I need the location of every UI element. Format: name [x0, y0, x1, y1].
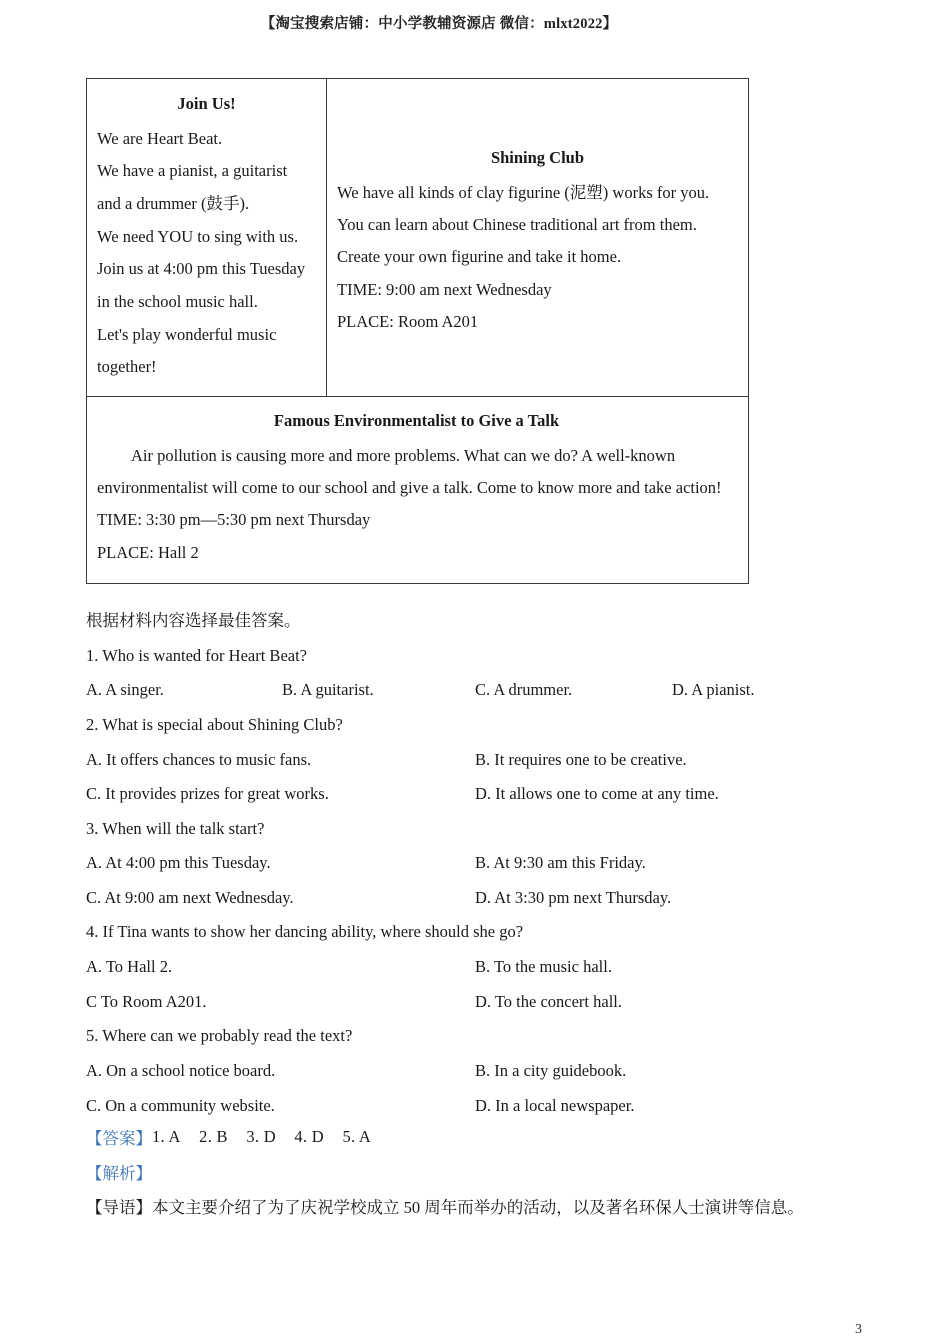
answer-line — [86, 1120, 886, 1155]
option-2-d[interactable]: D. It allows one to come at any time. — [475, 784, 719, 804]
option-3-b[interactable]: B. At 9:30 am this Friday. — [475, 853, 646, 873]
guide-tag: 【导语】 — [86, 1198, 152, 1218]
answer-item-5: 5. A — [342, 1127, 372, 1147]
question-options-2-row1 — [86, 742, 886, 777]
question-options-5-row2 — [86, 1088, 886, 1123]
option-1-b[interactable]: B. A guitarist. — [282, 680, 374, 700]
option-1-a[interactable]: A. A singer. — [86, 680, 164, 700]
join-us-line: We are Heart Beat. — [97, 128, 223, 148]
answer-values — [152, 1127, 385, 1147]
shining-club-line: Create your own figurine and take it home. — [337, 247, 622, 267]
talk-time: TIME: 3:30 pm—5:30 pm next Thursday — [97, 510, 371, 530]
option-4-a[interactable]: A. To Hall 2. — [86, 957, 173, 977]
option-4-c[interactable]: C To Room A201. — [86, 991, 207, 1011]
watermark-header: 【淘宝搜索店铺：中小学教辅资源店 微信：mlxt2022】 — [260, 16, 618, 32]
option-5-d[interactable]: D. In a local newspaper. — [475, 1095, 635, 1115]
question-options-3-row2 — [86, 881, 886, 916]
instruction-line: 根据材料内容选择最佳答案。 — [86, 611, 301, 631]
question-stem-5: 5. Where can we probably read the text? — [86, 1026, 353, 1046]
join-us-line: Let's play wonderful music — [97, 324, 277, 344]
question-stem-3: 3. When will the talk start? — [86, 818, 265, 838]
poster-cell-shining-club — [327, 79, 748, 396]
shining-club-title: Shining Club — [490, 148, 585, 167]
talk-body-line: environmentalist will come to our school and give a talk. Come to know more and take action! — [97, 478, 722, 498]
shining-club-line: PLACE: Room A201 — [337, 312, 479, 332]
answer-item-3: 3. D — [246, 1127, 276, 1147]
join-us-title: Join Us! — [177, 94, 236, 113]
join-us-line: in the school music hall. — [97, 292, 258, 312]
answer-item-4: 4. D — [294, 1127, 324, 1147]
question-stem-4: 4. If Tina wants to show her dancing ability, where should she go? — [86, 922, 524, 942]
option-5-b[interactable]: B. In a city guidebook. — [475, 1061, 627, 1081]
question-options-1 — [86, 673, 886, 708]
poster-cell-talk — [87, 397, 748, 583]
analysis-tag: 【解析】 — [86, 1163, 152, 1183]
guide-line — [86, 1189, 886, 1224]
option-2-c[interactable]: C. It provides prizes for great works. — [86, 784, 329, 804]
answer-item-1: 1. A — [152, 1127, 181, 1147]
question-options-2-row2 — [86, 777, 886, 812]
page-number: 3 — [855, 1322, 862, 1337]
questions-block — [86, 604, 886, 1123]
poster-table — [86, 78, 749, 584]
answer-item-2: 2. B — [199, 1127, 228, 1147]
option-4-b[interactable]: B. To the music hall. — [475, 957, 612, 977]
answer-tag: 【答案】 — [86, 1129, 152, 1149]
poster-cell-join-us — [87, 79, 327, 396]
talk-title: Famous Environmentalist to Give a Talk — [273, 411, 560, 430]
question-options-5-row1 — [86, 1054, 886, 1089]
answer-section — [86, 1120, 886, 1224]
option-5-c[interactable]: C. On a community website. — [86, 1095, 275, 1115]
join-us-line: and a drummer (鼓手). — [97, 194, 250, 214]
question-stem-1: 1. Who is wanted for Heart Beat? — [86, 645, 307, 665]
shining-club-line: You can learn about Chinese traditional art from them. — [337, 215, 697, 235]
option-3-c[interactable]: C. At 9:00 am next Wednesday. — [86, 888, 294, 908]
option-5-a[interactable]: A. On a school notice board. — [86, 1061, 276, 1081]
question-options-3-row1 — [86, 846, 886, 881]
option-3-a[interactable]: A. At 4:00 pm this Tuesday. — [86, 853, 271, 873]
question-options-4-row1 — [86, 950, 886, 985]
join-us-line: We need YOU to sing with us. — [97, 226, 299, 246]
join-us-line: We have a pianist, a guitarist — [97, 161, 288, 181]
join-us-line: Join us at 4:00 pm this Tuesday — [97, 259, 306, 279]
poster-spacer — [337, 338, 738, 368]
talk-body-line: Air pollution is causing more and more problems. What can we do? A well-known — [131, 445, 676, 465]
talk-place: PLACE: Hall 2 — [97, 542, 199, 562]
option-4-d[interactable]: D. To the concert hall. — [475, 991, 622, 1011]
option-3-d[interactable]: D. At 3:30 pm next Thursday. — [475, 888, 672, 908]
question-options-4-row2 — [86, 985, 886, 1020]
analysis-line — [86, 1155, 886, 1190]
option-2-b[interactable]: B. It requires one to be creative. — [475, 749, 687, 769]
poster-row-top — [87, 79, 748, 397]
shining-club-line: We have all kinds of clay figurine (泥塑) works for you. — [337, 182, 710, 202]
option-2-a[interactable]: A. It offers chances to music fans. — [86, 749, 312, 769]
option-1-d[interactable]: D. A pianist. — [672, 680, 755, 700]
shining-club-line: TIME: 9:00 am next Wednesday — [337, 279, 552, 299]
guide-text: 本文主要介绍了为了庆祝学校成立 50 周年而举办的活动，以及著名环保人士演讲等信息。 — [152, 1198, 804, 1218]
question-stem-2: 2. What is special about Shining Club? — [86, 714, 343, 734]
join-us-line: together! — [97, 357, 157, 377]
option-1-c[interactable]: C. A drummer. — [475, 680, 573, 700]
